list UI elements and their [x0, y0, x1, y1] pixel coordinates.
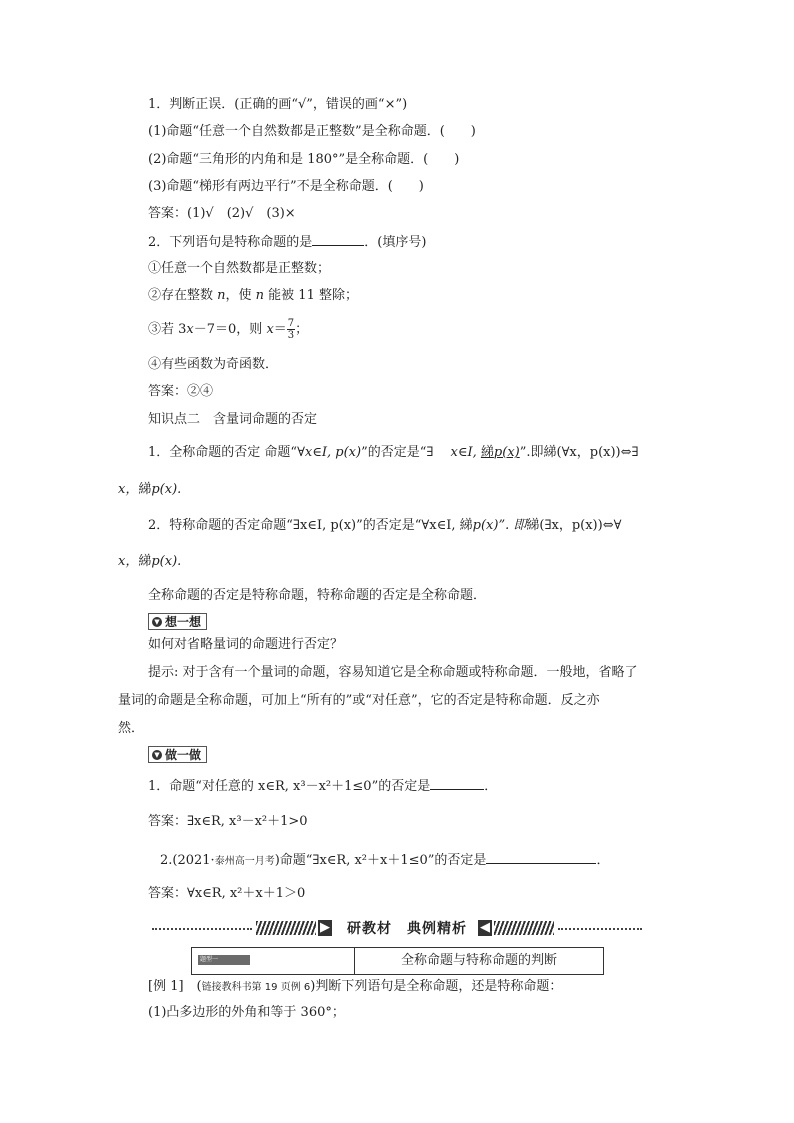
- example-1-item-1: (1)凸多边形的外角和等于 360°；: [148, 1005, 345, 1020]
- think-hint-3: 然．: [118, 721, 145, 736]
- rule1-g: 綈: [543, 445, 557, 460]
- q2-opt2-c: 能被 11 整除；: [264, 288, 358, 303]
- knowledge-summary: 全称命题的否定是特称命题，特称命题的否定是全称命题．: [148, 588, 487, 603]
- rule-1-line-2: [118, 481, 181, 499]
- example-1-source: 链接教科书第 19 页例 6: [201, 982, 311, 993]
- practice-q2-source: 泰州高一月考: [214, 856, 275, 867]
- q2-opt2-a: ②存在整数: [148, 288, 218, 303]
- fraction-denominator: 3: [287, 330, 295, 341]
- practice-q2-post: ．: [596, 853, 610, 868]
- rule1-b: ∀x∈I, p(x): [297, 445, 362, 460]
- practice-q1-pre: 1．命题“对任意的 x∈R, x³－x²＋1≤0”的否定是: [148, 779, 431, 794]
- rule1-d: x∈I,: [450, 445, 481, 460]
- practice-tag-label: 做一做: [165, 748, 202, 762]
- banner-hatch-left: [256, 921, 316, 935]
- rule1-e: p(x): [493, 445, 520, 460]
- q2-answer: 答案：②④: [148, 384, 214, 399]
- q2-heading-post: ．(填序号): [364, 235, 427, 250]
- q2-option-1: ①任意一个自然数都是正整数；: [148, 261, 331, 276]
- think-hint-2: 量词的命题是全称命题，可加上“所有的”或“对任意”，它的否定是特称命题．反之亦: [118, 693, 600, 708]
- q2-opt3-end: ；: [295, 322, 309, 337]
- practice-q1-answer: 答案：∃x∈R, x³－x²＋1>0: [148, 814, 308, 829]
- practice-q2-answer: 答案：∀x∈R, x²＋x＋1＞0: [148, 886, 306, 901]
- q2-option-3: [148, 318, 308, 341]
- think-tag-label: 想一想: [165, 615, 202, 629]
- keypoint-label: 题型一: [198, 955, 250, 965]
- rule1-l2-b: p(x).: [151, 482, 182, 497]
- think-tag: [148, 613, 207, 630]
- rule1-a: 1．全称命题的否定 命题“: [148, 445, 298, 460]
- q2-opt2-n2: n: [255, 288, 265, 303]
- rule2-b: 命题“∃x∈I, p(x)”的否定是“∀x∈I,: [260, 518, 460, 533]
- think-hint-1: 提示: 对于含有一个量词的命题，容易知道它是全称命题或特称命题．一般地，省略了: [148, 665, 638, 680]
- rule2-neg: 綈: [459, 518, 473, 533]
- rule2-neg2: 綈: [526, 518, 540, 533]
- practice-q2: [160, 850, 609, 871]
- example-1-line: [148, 978, 562, 997]
- think-question: 如何对省略量词的命题进行否定？: [148, 637, 344, 652]
- practice-tag: [148, 746, 207, 763]
- rule1-h: (∀x，p(x))⇔∃: [556, 445, 639, 460]
- q2-opt3-eq: ＝: [273, 322, 287, 337]
- rule1-neg: 綈: [480, 445, 494, 460]
- q1-item-1: (1)命题“任意一个自然数都是正整数”是全称命题．( ): [148, 124, 476, 139]
- rule1-negation-underlined: [481, 445, 520, 460]
- rule2-l2-neg: 綈: [138, 554, 152, 569]
- q2-opt3-x1: x: [186, 322, 194, 337]
- q2-heading: [148, 232, 426, 252]
- arrow-left-icon: ◀: [480, 920, 490, 935]
- q1-item-3: (3)命题“梯形有两边平行”不是全称命题．( ): [148, 179, 424, 194]
- knowledge-title: 知识点二 含量词命题的否定: [148, 412, 318, 427]
- banner-hatch-right: [494, 921, 554, 935]
- q1-heading: 1．判断正误．(正确的画“√”，错误的画“×”): [148, 97, 408, 112]
- rule1-f: ”.即: [519, 445, 544, 460]
- practice-q1-post: ．: [484, 779, 498, 794]
- section-banner: [152, 917, 642, 941]
- q2-opt3-mid: －7＝0，则: [193, 322, 267, 337]
- arrow-right-icon: ▶: [320, 920, 330, 935]
- rule-2-line-2: [118, 553, 181, 571]
- example-1-post: )判断下列语句是全称命题，还是特称命题：: [310, 979, 563, 994]
- keypoint-box: [191, 947, 604, 975]
- practice-q1-blank: [430, 776, 484, 790]
- q2-opt3-x2: x: [266, 322, 274, 337]
- practice-q2-blank: [486, 850, 596, 864]
- practice-q1: [148, 776, 497, 796]
- rule1-l2-a: x，: [118, 482, 139, 497]
- q2-answer-blank: [312, 232, 364, 246]
- q2-opt2-b: ，使: [225, 288, 256, 303]
- fraction-seven-thirds: [287, 318, 295, 341]
- practice-q2-mid: )命题“∃x∈R, x²＋x＋1≤0”的否定是: [274, 853, 487, 868]
- rule1-c: ”的否定是“∃: [361, 445, 451, 460]
- rule2-l2-b: p(x).: [151, 554, 182, 569]
- q2-option-2: [148, 287, 358, 305]
- banner-title: 研教材 典例精析: [347, 921, 467, 937]
- q1-answer: 答案：(1)√ (2)√ (3)×: [148, 206, 296, 221]
- q2-option-4: ④有些函数为奇函数．: [148, 357, 279, 372]
- keypoint-title: 全称命题与特称命题的判断: [400, 953, 557, 968]
- rule2-d: (∃x，p(x))⇔∀: [539, 518, 622, 533]
- rule1-l2-neg: 綈: [138, 482, 152, 497]
- rule2-a: 2．特称命题的否定: [148, 518, 261, 533]
- q2-heading-pre: 2．下列语句是特称命题的是: [148, 235, 313, 250]
- q2-opt3-pre: ③若 3: [148, 322, 187, 337]
- banner-dots-right: [558, 928, 642, 930]
- rule2-l2-a: x，: [118, 554, 139, 569]
- rule2-c: p(x)”. 即: [472, 518, 527, 533]
- q1-item-2: (2)命题“三角形的内角和是 180°”是全称命题．( ): [148, 152, 460, 167]
- rule-1-line-1: [148, 444, 639, 462]
- example-1-pre: [例 1] (: [148, 979, 202, 994]
- q2-opt2-n1: n: [217, 288, 226, 303]
- fraction-numerator: 7: [287, 318, 295, 329]
- banner-dots-left: [152, 928, 252, 930]
- rule-2-line-1: [148, 517, 621, 535]
- practice-q2-pre: 2.(2021·: [160, 853, 215, 868]
- chevron-down-icon: ▼: [152, 750, 162, 760]
- chevron-down-icon: ▼: [152, 617, 162, 627]
